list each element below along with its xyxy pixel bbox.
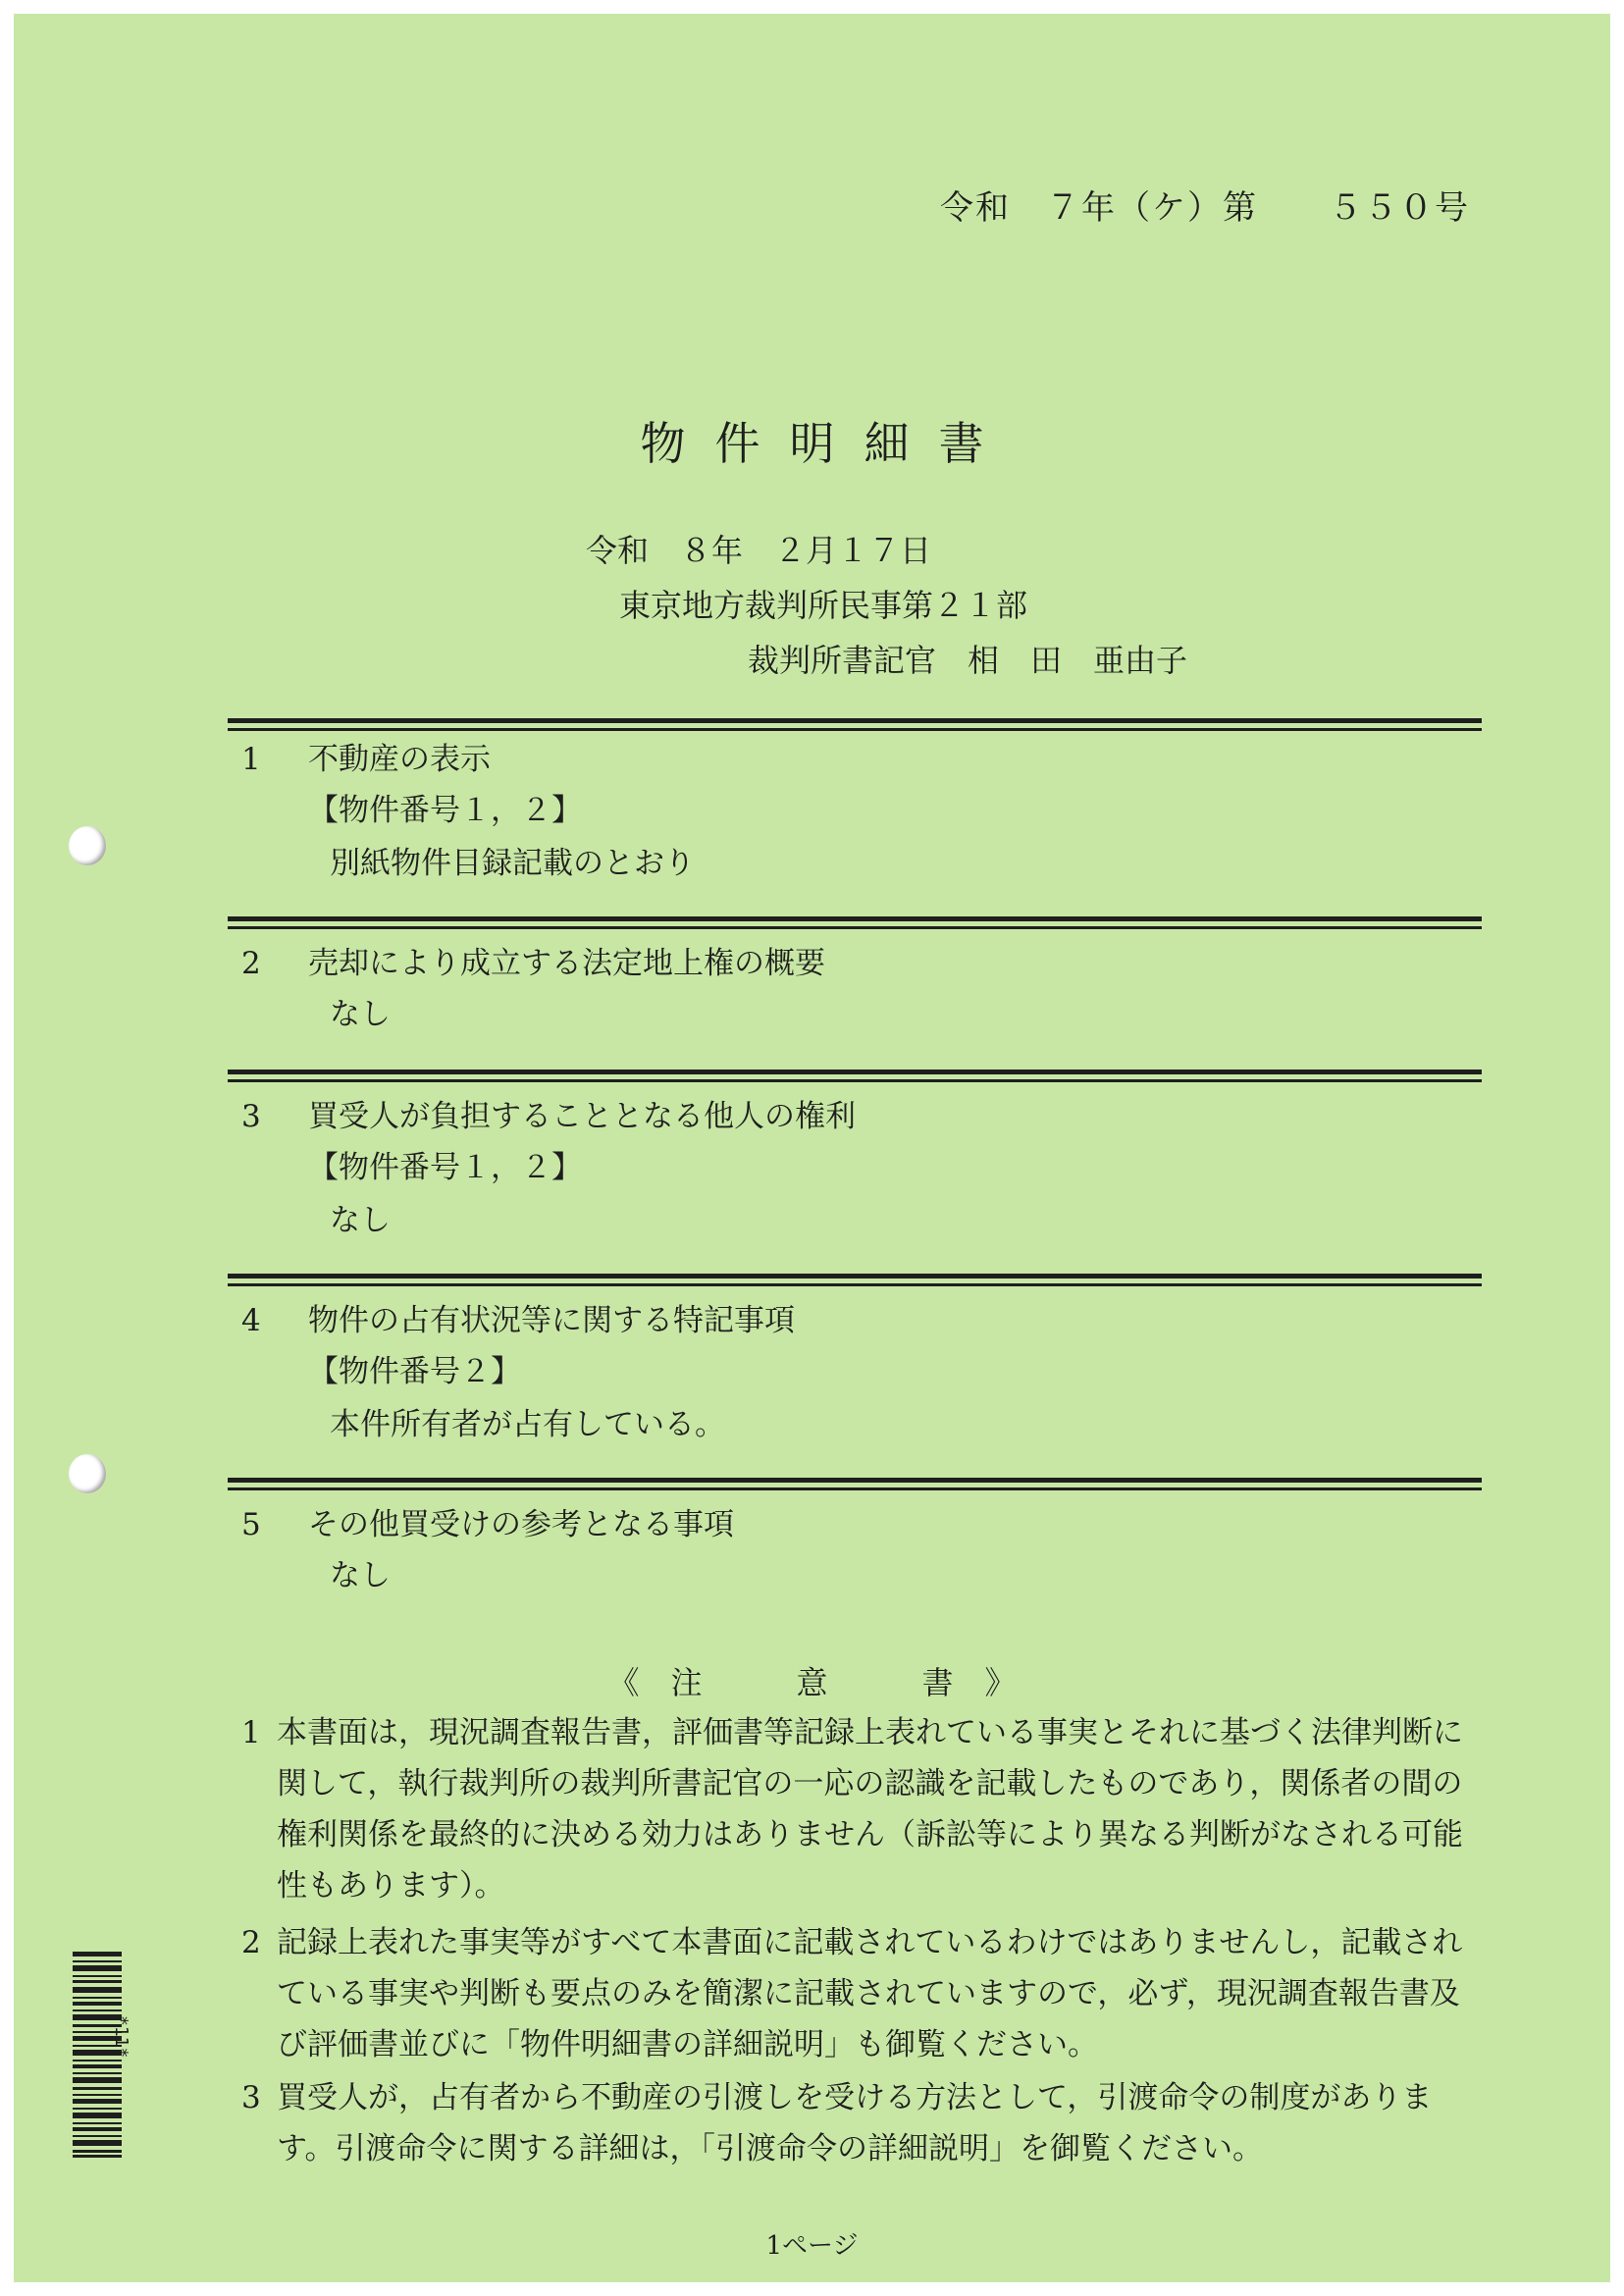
section-divider [228,916,1482,921]
section-divider [228,1274,1482,1278]
section-divider [228,1079,1482,1082]
section-number: 5 [241,1507,261,1542]
punch-hole [69,1454,106,1493]
section-number: 4 [241,1303,261,1338]
notice-item-number: 3 [241,2080,261,2115]
section-body: なし [330,1558,391,1593]
section-title: 物件の占有状況等に関する特記事項 [308,1303,795,1338]
notice-item-number: 2 [241,1925,261,1960]
section-heading [241,1499,734,1543]
document-title: 物件明細書 [640,417,1014,470]
document-page [14,14,1610,2282]
barcode-text: *11* [111,2015,131,2059]
section-divider [228,1478,1482,1483]
notice-item [241,1707,1472,1911]
notice-item-text: 買受人が，占有者から不動産の引渡しを受ける方法として，引渡命令の制度があります。引渡命令に関する詳細は，「引渡命令の詳細説明」を御覧ください。 [277,2080,1433,2166]
section-number: 1 [241,742,261,777]
section-subheading: 【物件番号１，２】 [308,1150,582,1185]
section-divider [228,1487,1482,1490]
section-number: 3 [241,1099,261,1134]
section-body: なし [330,1203,391,1238]
section-subheading: 【物件番号１，２】 [308,793,582,828]
section-body: なし [330,997,391,1032]
section-heading [241,1091,856,1135]
section-divider [228,1070,1482,1074]
section-divider [228,1283,1482,1286]
section-title: 買受人が負担することとなる他人の権利 [308,1099,856,1134]
court-name: 東京地方裁判所民事第２１部 [619,587,1028,624]
case-number: 令和 ７年（ケ）第 ５５０号 [940,188,1470,228]
issued-date: 令和 ８年 ２月１７日 [586,532,932,569]
section-heading [241,734,491,778]
section-subheading: 【物件番号２】 [308,1354,521,1389]
section-number: 2 [241,946,261,981]
section-body: 本件所有者が占有している。 [330,1407,725,1442]
notice-title: 《 注 意 書 》 [607,1664,1017,1701]
section-heading [241,938,825,982]
section-title: その他買受けの参考となる事項 [308,1507,734,1542]
section-heading [241,1295,795,1339]
punch-hole [69,826,106,865]
page-number: 1ページ [765,2231,859,2261]
section-divider [228,718,1482,723]
notice-item-text: 本書面は，現況調査報告書，評価書等記録上表れている事実とそれに基づく法律判断に関して，執行裁判所の裁判所書記官の一応の認識を記載したものであり，関係者の間の権利関係を最終的に決める効力はありません（訴訟等により異なる判断がなされる可能性もあります）。 [277,1715,1463,1904]
notice-item-number: 1 [241,1715,261,1750]
notice-item-text: 記録上表れた事実等がすべて本書面に記載されているわけではありませんし，記載されている事実や判断も要点のみを簡潔に記載されていますので，必ず，現況調査報告書及び評価書並びに「物件明細書の詳細説明」も御覧ください。 [277,1925,1463,2062]
section-divider [228,728,1482,731]
section-divider [228,926,1482,929]
section-title: 不動産の表示 [308,742,491,777]
section-body: 別紙物件目録記載のとおり [330,846,695,881]
clerk-name: 裁判所書記官 相 田 亜由子 [748,642,1188,679]
section-title: 売却により成立する法定地上権の概要 [308,946,825,981]
notice-item [241,2072,1472,2174]
notice-item [241,1917,1472,2070]
